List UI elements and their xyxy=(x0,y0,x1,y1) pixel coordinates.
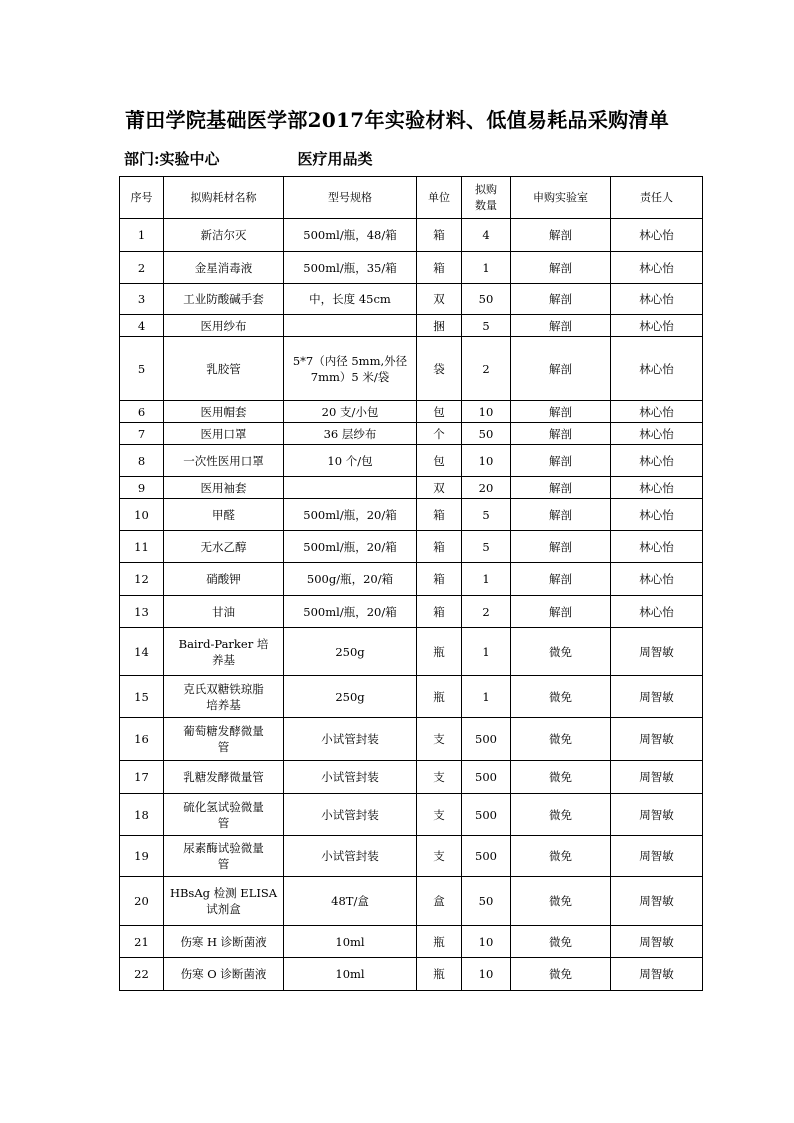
cell-unit: 瓶 xyxy=(417,628,462,676)
cell-lab: 微免 xyxy=(511,761,611,794)
cell-unit: 支 xyxy=(417,836,462,877)
cell-item-name: 伤寒 H 诊断菌液 xyxy=(164,926,284,958)
cell-item-name: HBsAg 检测 ELISA 试剂盒 xyxy=(164,877,284,926)
cell-index: 3 xyxy=(120,284,164,315)
cell-owner: 林心怡 xyxy=(611,499,703,531)
cell-item-name: 葡萄糖发酵微量 管 xyxy=(164,718,284,761)
cell-index: 9 xyxy=(120,477,164,499)
cell-unit: 瓶 xyxy=(417,926,462,958)
cell-index: 22 xyxy=(120,958,164,991)
cell-item-name: 工业防酸碱手套 xyxy=(164,284,284,315)
cell-quantity: 500 xyxy=(462,836,511,877)
cell-unit: 盒 xyxy=(417,877,462,926)
cell-lab: 微免 xyxy=(511,958,611,991)
cell-owner: 周智敏 xyxy=(611,836,703,877)
cell-owner: 周智敏 xyxy=(611,877,703,926)
cell-unit: 箱 xyxy=(417,531,462,563)
cell-item-name: 一次性医用口罩 xyxy=(164,445,284,477)
cell-unit: 双 xyxy=(417,477,462,499)
cell-index: 14 xyxy=(120,628,164,676)
cell-lab: 微免 xyxy=(511,794,611,836)
cell-quantity: 10 xyxy=(462,958,511,991)
cell-index: 19 xyxy=(120,836,164,877)
cell-item-name: 医用袖套 xyxy=(164,477,284,499)
cell-spec: 小试管封装 xyxy=(284,836,417,877)
cell-spec: 500ml/瓶，20/箱 xyxy=(284,531,417,563)
cell-spec: 中，长度 45cm xyxy=(284,284,417,315)
cell-owner: 周智敏 xyxy=(611,926,703,958)
table-row xyxy=(120,628,703,676)
table-row xyxy=(120,926,703,958)
cell-index: 13 xyxy=(120,596,164,628)
table-row xyxy=(120,563,703,596)
table-row xyxy=(120,219,703,252)
cell-owner: 林心怡 xyxy=(611,219,703,252)
cell-spec: 20 支/小包 xyxy=(284,401,417,423)
cell-spec: 250g xyxy=(284,628,417,676)
cell-lab: 微免 xyxy=(511,836,611,877)
cell-quantity: 20 xyxy=(462,477,511,499)
cell-lab: 解剖 xyxy=(511,531,611,563)
header-cell-spec: 型号规格 xyxy=(284,177,417,219)
cell-lab: 微免 xyxy=(511,628,611,676)
cell-quantity: 2 xyxy=(462,596,511,628)
cell-lab: 微免 xyxy=(511,877,611,926)
cell-quantity: 500 xyxy=(462,761,511,794)
cell-index: 18 xyxy=(120,794,164,836)
cell-spec: 5*7（内径 5mm,外径 7mm）5 米/袋 xyxy=(284,337,417,401)
cell-lab: 解剖 xyxy=(511,401,611,423)
cell-owner: 林心怡 xyxy=(611,423,703,445)
cell-index: 1 xyxy=(120,219,164,252)
cell-lab: 解剖 xyxy=(511,596,611,628)
cell-spec: 500ml/瓶，35/箱 xyxy=(284,252,417,284)
cell-quantity: 2 xyxy=(462,337,511,401)
subtitle-line xyxy=(124,148,373,169)
cell-quantity: 50 xyxy=(462,877,511,926)
cell-owner: 林心怡 xyxy=(611,531,703,563)
cell-owner: 周智敏 xyxy=(611,718,703,761)
cell-owner: 周智敏 xyxy=(611,676,703,718)
table-row xyxy=(120,423,703,445)
cell-unit: 支 xyxy=(417,794,462,836)
cell-index: 7 xyxy=(120,423,164,445)
table-row xyxy=(120,252,703,284)
cell-quantity: 5 xyxy=(462,531,511,563)
cell-lab: 解剖 xyxy=(511,445,611,477)
cell-owner: 林心怡 xyxy=(611,596,703,628)
table-row xyxy=(120,877,703,926)
cell-item-name: 乳糖发酵微量管 xyxy=(164,761,284,794)
cell-item-name: 硝酸钾 xyxy=(164,563,284,596)
cell-quantity: 5 xyxy=(462,499,511,531)
cell-lab: 解剖 xyxy=(511,499,611,531)
cell-item-name: 伤寒 O 诊断菌液 xyxy=(164,958,284,991)
cell-quantity: 4 xyxy=(462,219,511,252)
cell-lab: 解剖 xyxy=(511,563,611,596)
document-title: 莆田学院基础医学部2017年实验材料、低值易耗品采购清单 xyxy=(124,108,670,132)
cell-spec xyxy=(284,315,417,337)
cell-index: 4 xyxy=(120,315,164,337)
cell-index: 12 xyxy=(120,563,164,596)
cell-index: 11 xyxy=(120,531,164,563)
cell-item-name: 金星消毒液 xyxy=(164,252,284,284)
cell-spec: 500ml/瓶，48/箱 xyxy=(284,219,417,252)
table-row xyxy=(120,401,703,423)
table-row xyxy=(120,284,703,315)
cell-owner: 林心怡 xyxy=(611,477,703,499)
cell-quantity: 500 xyxy=(462,718,511,761)
cell-unit: 支 xyxy=(417,718,462,761)
cell-index: 15 xyxy=(120,676,164,718)
purchase-table xyxy=(119,176,703,991)
cell-lab: 解剖 xyxy=(511,315,611,337)
cell-spec: 10ml xyxy=(284,958,417,991)
cell-spec: 小试管封装 xyxy=(284,761,417,794)
cell-unit: 瓶 xyxy=(417,958,462,991)
cell-owner: 林心怡 xyxy=(611,315,703,337)
category-label: 医疗用品类 xyxy=(297,150,373,168)
cell-owner: 林心怡 xyxy=(611,563,703,596)
cell-owner: 周智敏 xyxy=(611,794,703,836)
cell-index: 17 xyxy=(120,761,164,794)
cell-owner: 周智敏 xyxy=(611,958,703,991)
cell-item-name: Baird-Parker 培 养基 xyxy=(164,628,284,676)
cell-item-name: 医用纱布 xyxy=(164,315,284,337)
cell-unit: 瓶 xyxy=(417,676,462,718)
cell-quantity: 1 xyxy=(462,252,511,284)
table-row xyxy=(120,794,703,836)
cell-lab: 解剖 xyxy=(511,284,611,315)
cell-unit: 箱 xyxy=(417,596,462,628)
cell-item-name: 尿素酶试验微量 管 xyxy=(164,836,284,877)
cell-quantity: 10 xyxy=(462,445,511,477)
cell-quantity: 500 xyxy=(462,794,511,836)
cell-item-name: 医用口罩 xyxy=(164,423,284,445)
cell-unit: 包 xyxy=(417,445,462,477)
header-cell-index: 序号 xyxy=(120,177,164,219)
cell-index: 5 xyxy=(120,337,164,401)
cell-index: 20 xyxy=(120,877,164,926)
cell-quantity: 10 xyxy=(462,926,511,958)
cell-index: 21 xyxy=(120,926,164,958)
cell-item-name: 无水乙醇 xyxy=(164,531,284,563)
header-cell-quantity: 拟购 数量 xyxy=(462,177,511,219)
cell-item-name: 硫化氢试验微量 管 xyxy=(164,794,284,836)
cell-lab: 微免 xyxy=(511,718,611,761)
cell-quantity: 50 xyxy=(462,284,511,315)
cell-lab: 微免 xyxy=(511,926,611,958)
header-cell-owner: 责任人 xyxy=(611,177,703,219)
cell-lab: 解剖 xyxy=(511,337,611,401)
table-row xyxy=(120,836,703,877)
cell-spec: 小试管封装 xyxy=(284,794,417,836)
cell-unit: 支 xyxy=(417,761,462,794)
cell-owner: 林心怡 xyxy=(611,284,703,315)
cell-unit: 捆 xyxy=(417,315,462,337)
cell-unit: 个 xyxy=(417,423,462,445)
table-row xyxy=(120,445,703,477)
cell-unit: 箱 xyxy=(417,563,462,596)
header-cell-item-name: 拟购耗材名称 xyxy=(164,177,284,219)
cell-index: 10 xyxy=(120,499,164,531)
cell-spec: 500ml/瓶，20/箱 xyxy=(284,596,417,628)
cell-item-name: 克氏双糖铁琼脂 培养基 xyxy=(164,676,284,718)
cell-index: 2 xyxy=(120,252,164,284)
cell-spec xyxy=(284,477,417,499)
cell-item-name: 甘油 xyxy=(164,596,284,628)
cell-owner: 林心怡 xyxy=(611,252,703,284)
cell-spec: 小试管封装 xyxy=(284,718,417,761)
header-cell-unit: 单位 xyxy=(417,177,462,219)
table-row xyxy=(120,761,703,794)
cell-item-name: 甲醛 xyxy=(164,499,284,531)
cell-unit: 箱 xyxy=(417,252,462,284)
table-row xyxy=(120,676,703,718)
cell-unit: 袋 xyxy=(417,337,462,401)
cell-quantity: 1 xyxy=(462,628,511,676)
cell-unit: 双 xyxy=(417,284,462,315)
cell-index: 16 xyxy=(120,718,164,761)
cell-spec: 10 个/包 xyxy=(284,445,417,477)
table-row xyxy=(120,718,703,761)
table-row xyxy=(120,337,703,401)
cell-lab: 解剖 xyxy=(511,219,611,252)
cell-quantity: 1 xyxy=(462,676,511,718)
cell-spec: 500g/瓶，20/箱 xyxy=(284,563,417,596)
header-cell-lab: 申购实验室 xyxy=(511,177,611,219)
cell-spec: 36 层纱布 xyxy=(284,423,417,445)
table-row xyxy=(120,958,703,991)
cell-spec: 250g xyxy=(284,676,417,718)
cell-owner: 周智敏 xyxy=(611,628,703,676)
department-label: 部门:实验中心 xyxy=(124,150,220,168)
cell-lab: 解剖 xyxy=(511,423,611,445)
cell-lab: 解剖 xyxy=(511,477,611,499)
cell-unit: 箱 xyxy=(417,219,462,252)
cell-owner: 林心怡 xyxy=(611,401,703,423)
cell-item-name: 乳胶管 xyxy=(164,337,284,401)
table-row xyxy=(120,499,703,531)
cell-owner: 林心怡 xyxy=(611,337,703,401)
cell-item-name: 新洁尔灭 xyxy=(164,219,284,252)
cell-owner: 周智敏 xyxy=(611,761,703,794)
cell-spec: 48T/盒 xyxy=(284,877,417,926)
cell-unit: 箱 xyxy=(417,499,462,531)
table-row xyxy=(120,477,703,499)
cell-owner: 林心怡 xyxy=(611,445,703,477)
cell-index: 8 xyxy=(120,445,164,477)
cell-lab: 解剖 xyxy=(511,252,611,284)
table-header-row xyxy=(120,177,703,219)
cell-spec: 500ml/瓶，20/箱 xyxy=(284,499,417,531)
cell-quantity: 10 xyxy=(462,401,511,423)
cell-index: 6 xyxy=(120,401,164,423)
cell-item-name: 医用帽套 xyxy=(164,401,284,423)
cell-quantity: 1 xyxy=(462,563,511,596)
cell-spec: 10ml xyxy=(284,926,417,958)
cell-unit: 包 xyxy=(417,401,462,423)
table-row xyxy=(120,531,703,563)
cell-lab: 微免 xyxy=(511,676,611,718)
table-row xyxy=(120,596,703,628)
cell-quantity: 5 xyxy=(462,315,511,337)
table-row xyxy=(120,315,703,337)
cell-quantity: 50 xyxy=(462,423,511,445)
